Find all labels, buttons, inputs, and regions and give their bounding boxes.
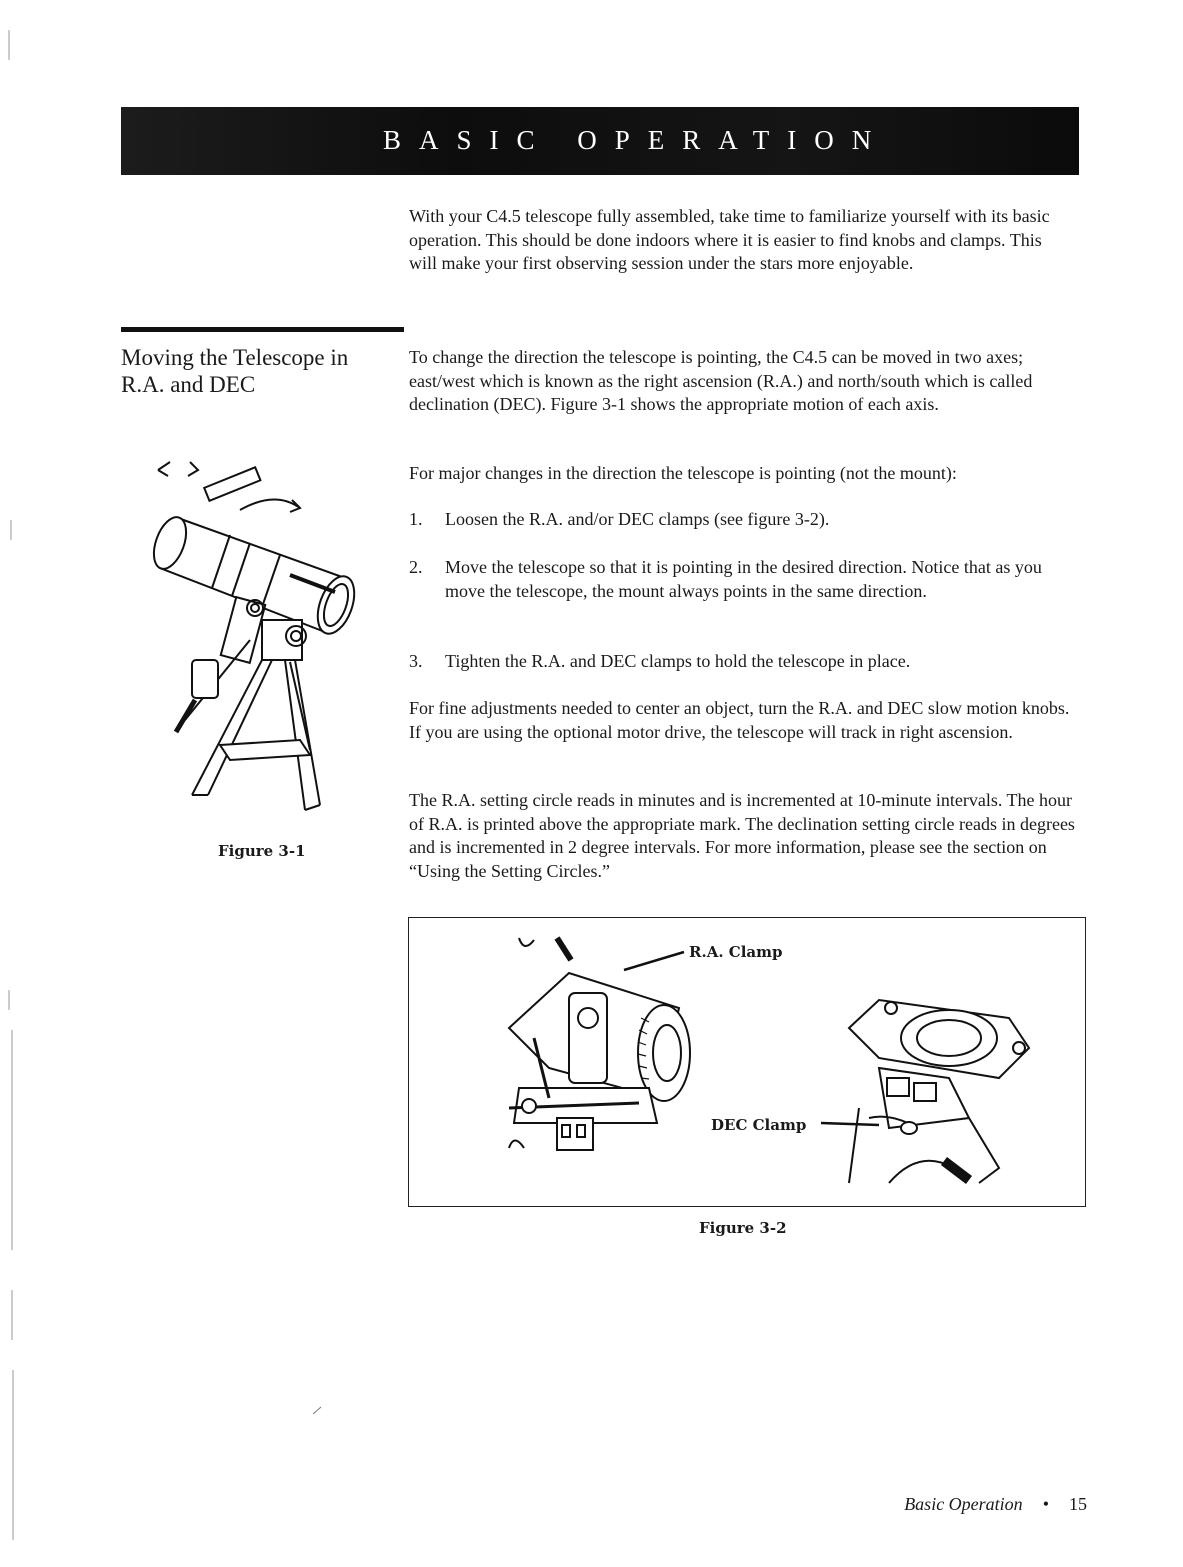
paragraph-major-changes: For major changes in the direction the telescope is pointing (not the mount):	[409, 463, 957, 483]
footer-bullet: •	[1042, 1494, 1049, 1514]
intro-paragraph: With your C4.5 telescope fully assembled, take time to familiarize yourself with its basic operation. This should be done indoors where it is easier to find knobs and clamps. This will make your first observing session under the stars more enjoyable.	[409, 206, 1050, 273]
figure-2-box	[408, 917, 1086, 1207]
footer-title: Basic Operation	[904, 1494, 1023, 1514]
dec-clamp-label: DEC Clamp	[711, 1116, 807, 1134]
list-item-number: 2.	[409, 557, 423, 577]
section-heading: Moving the Telescope in R.A. and DEC	[121, 345, 349, 397]
clamp-illustration	[409, 918, 1084, 1205]
telescope-illustration	[150, 450, 400, 830]
scan-margin-marks	[0, 0, 30, 1567]
paragraph-fine-adjustments: For fine adjustments needed to center an object, turn the R.A. and DEC slow motion knobs. If you are using the optional motor drive, the telescope will track in right ascension.	[409, 698, 1070, 742]
paragraph-setting-circles: The R.A. setting circle reads in minutes and is incremented at 10-minute intervals. The hour of R.A. is printed above the appropriate mark. The declination setting circle reads in degrees and is incremented in 2 degree intervals. For more information, please see the section on “Using the Setting Circles.”	[409, 790, 1075, 881]
list-item-number: 3.	[409, 651, 423, 671]
page-footer	[904, 1494, 1087, 1515]
list-item-number: 1.	[409, 509, 423, 529]
list-item-text: Tighten the R.A. and DEC clamps to hold the telescope in place.	[445, 651, 911, 671]
banner-title: BASIC OPERATION	[383, 125, 890, 155]
section-rule	[121, 327, 404, 332]
section-banner	[121, 107, 1079, 175]
ra-clamp-label: R.A. Clamp	[689, 943, 783, 961]
scan-artifact	[313, 1405, 323, 1415]
page-number: 15	[1069, 1494, 1087, 1514]
list-item-text: Loosen the R.A. and/or DEC clamps (see figure 3-2).	[445, 509, 830, 529]
paragraph-axes: To change the direction the telescope is pointing, the C4.5 can be moved in two axes; east/west which is known as the right ascension (R.A.) and north/south which is called declination (DEC). Figure 3-1 shows the appropriate motion of each axis.	[409, 347, 1033, 414]
list-item-text: Move the telescope so that it is pointing in the desired direction. Notice that as you move the telescope, the mount always points in the same direction.	[445, 557, 1042, 601]
figure-2-caption: Figure 3-2	[699, 1219, 787, 1237]
figure-1-caption: Figure 3-1	[218, 842, 306, 860]
